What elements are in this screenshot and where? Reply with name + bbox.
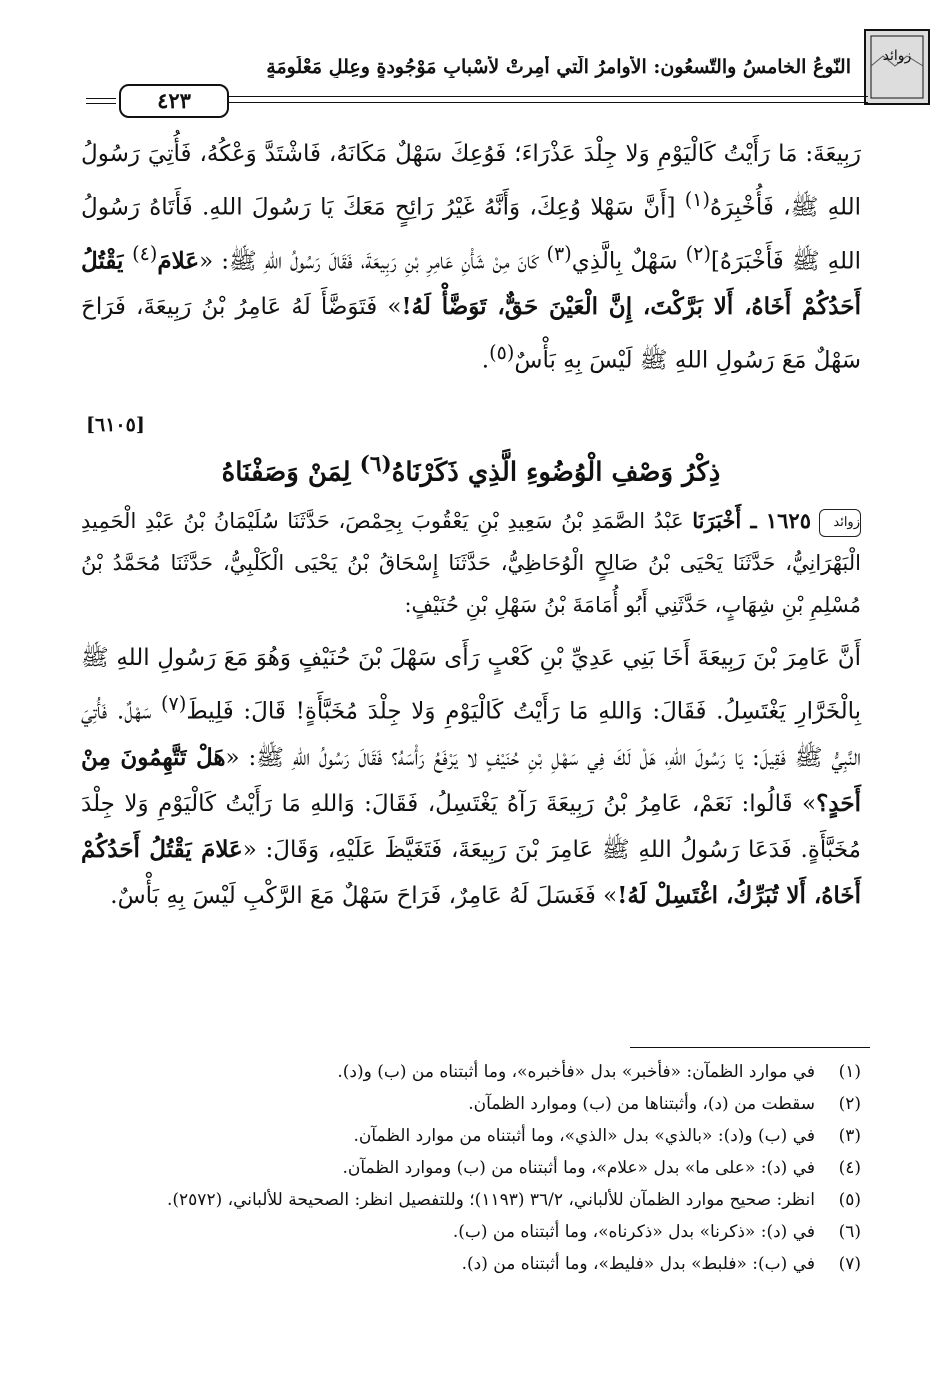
- footnote-ref-2: (٢): [685, 241, 711, 265]
- text: » فَتَوَضَّأَ لَهُ عَامِرُ بْنُ رَبِيعَةَ، فَرَاحَ سَهْلٌ مَعَ رَسُولِ اللهِ ﷺ لَيْسَ بِهِ بَأْسٌ: [81, 294, 861, 374]
- hadith-isnad: [81, 500, 861, 626]
- footnote-text: في (د): «على ما» بدل «علام»، وما أثبتناه من (ب) وموارد الظمآن.: [342, 1158, 815, 1178]
- footnote-separator: [630, 1047, 870, 1048]
- akhbarana: ـ أَخْبَرَنَا: [692, 508, 766, 533]
- section-title-text-2: لِمَنْ وَصَفْنَاهُ: [221, 457, 360, 488]
- header-rule-right-2: [228, 102, 868, 103]
- isnad-text: عَبْدُ الصَّمَدِ بْنُ سَعِيدِ بْنِ يَعْقُوبَ بِحِمْصَ، حَدَّثَنَا سُلَيْمَانُ بْنُ عَبْدِ الْحَمِيدِ الْبَهْرَانِيُّ، حَدَّثَنَا يَحْيَى بْنُ صَالِحٍ الْوُحَاظِيُّ، حَدَّثَنَا إِسْحَاقُ بْنُ يَحْيَى الْكَلْبِيُّ، حَدَّثَنَا مُحَمَّدُ بْنُ مُسْلِمِ بْنِ شِهَابٍ، حَدَّثَنِي أَبُو أُمَامَةَ بْنُ سَهْلِ بْنِ حُنَيْفٍ:: [81, 509, 861, 617]
- text: [أَنَّ سَهْلا وُعِكَ، وَأَنَّهُ غَيْرُ رَائِحٍ مَعَكَ يَا رَسُولَ اللهِ. فَأَتَاهُ رَسُولُ اللهِ ﷺ فَأَخْبَرَهُ]: [81, 194, 862, 275]
- prophetic-speech: عَلامَ: [157, 247, 200, 275]
- footnote-ref-4: (٤): [132, 241, 158, 265]
- footnote: [71, 1184, 861, 1216]
- paragraph-continuation: [81, 132, 861, 384]
- footnote-number: (١): [838, 1062, 861, 1082]
- footnote-text: في (ب): «فلبط» بدل «فليط»، وما أثبتناه من (د).: [461, 1254, 815, 1274]
- footnote: [71, 1248, 861, 1280]
- prophetic-speech: هَلْ تَتَّهِمُونَ مِنْ أَحَدٍ؟: [81, 743, 861, 817]
- zawaid-ornament-icon: [861, 26, 933, 108]
- zawaid-badge-icon: زوائد: [819, 509, 861, 537]
- footnote-number: (٤): [838, 1158, 861, 1178]
- footnote-ref-6: (٦): [359, 452, 392, 477]
- footnote-number: (٢): [838, 1094, 861, 1114]
- footnote: [71, 1120, 861, 1152]
- footnote-ref-7: (٧): [161, 692, 187, 715]
- text: » قَالُوا: نَعَمْ، عَامِرُ بْنُ رَبِيعَةَ رَآهُ يَغْتَسِلُ، فَقَالَ: وَاللهِ مَا رَأَيْتُ كَالْيَوْمِ وَلا جِلْدَ مُخَبَّأَةٍ. فَدَعَا رَسُولُ اللهِ ﷺ عَامِرَ بْنَ رَبِيعَةَ، فَتَغَيَّظَ عَلَيْهِ، وَقَالَ: «: [81, 790, 861, 863]
- text: سَهْلٌ. فَأُتِيَ النَّبِيُّ ﷺ فَقِيلَ: يَا رَسُولَ اللهِ، هَلْ لَكَ فِي سَهْلِ بْنِ حُنَيْفٍ لا يَرْفَعُ رَأْسَهُ؟ فَقَالَ رَسُولُ اللهِ ﷺ: «: [81, 698, 861, 771]
- section-title-text: ذِكْرُ وَصْفِ الْوُضُوءِ الَّذِي ذَكَرْنَاهُ: [391, 457, 721, 488]
- footnote-number: (٦): [838, 1222, 861, 1242]
- footnote-number: (٥): [838, 1190, 861, 1210]
- text: سَهْلٌ بِالَّذِي: [571, 248, 686, 275]
- page-number: ٤٢٣: [119, 84, 229, 118]
- footnote: [71, 1056, 861, 1088]
- footnote: [71, 1152, 861, 1184]
- footnote-ref-5: (٥): [489, 341, 515, 365]
- footnote-text: سقطت من (د)، وأثبتناها من (ب) وموارد الظمآن.: [468, 1094, 815, 1114]
- prophetic-speech: يَقْتُلُ أَحَدُكُمْ أَخَاهُ، أَلا بَرَّكْتَ، إِنَّ الْعَيْنَ حَقٌّ، تَوَضَّأْ لَهُ!: [81, 247, 861, 321]
- footnote-text: في (ب) و(د): «بالذي» بدل «الذي»، وما أثبتناه من موارد الظمآن.: [353, 1126, 815, 1146]
- prophetic-speech: عَلامَ يَقْتُلُ أَحَدُكُمْ أَخَاهُ، أَلا تُبَرِّكُ، اغْتَسِلْ لَهُ!: [81, 835, 861, 909]
- section-title: [81, 452, 861, 488]
- hadith-reference-number: [٦١٠٥]: [86, 414, 145, 436]
- header-rule-right: [228, 96, 868, 97]
- header-rule-left-2: [86, 103, 116, 104]
- hadith-matn: [81, 636, 861, 919]
- footnote-text: في (د): «ذكرنا» بدل «ذكرناه»، وما أثبتناه من (ب).: [452, 1222, 815, 1242]
- footnote: [71, 1088, 861, 1120]
- text: .: [481, 347, 490, 374]
- footnote: [71, 1216, 861, 1248]
- hadith-number: ١٦٢٥: [765, 508, 811, 533]
- text: » فَغَسَلَ لَهُ عَامِرٌ، فَرَاحَ سَهْلٌ مَعَ الرَّكْبِ لَيْسَ بِهِ بَأْسٌ.: [110, 882, 618, 909]
- footnote-ref-1: (١): [684, 188, 710, 211]
- footnote-text: انظر: صحيح موارد الظمآن للألباني، ٣٦/٢ (١١٩٣)؛ وللتفصيل انظر: الصحيحة للألباني، (٢٥٧٢).: [167, 1190, 815, 1210]
- footnote-number: (٧): [838, 1254, 861, 1274]
- text: أَنَّ عَامِرَ بْنَ رَبِيعَةَ أَخَا بَنِي عَدِيِّ بْنِ كَعْبٍ رَأَى سَهْلَ بْنَ حُنَيْفٍ وَهُوَ مَعَ رَسُولِ اللهِ ﷺ بِالْخَرَّارِ يَغْتَسِلُ. فَقَالَ: وَاللهِ مَا رَأَيْتُ كَالْيَوْمِ وَلا جِلْدَ مُخَبَّأَةٍ! قَالَ: فَلِيطَ: [81, 645, 861, 725]
- text: كَانَ مِنْ شَأْنِ عَامِرِ بْنِ رَبِيعَةَ، فَقَالَ رَسُولُ اللهِ ﷺ: «: [199, 248, 547, 275]
- text: رَبِيعَةَ: مَا رَأَيْتُ كَالْيَوْمِ وَلا جِلْدَ عَذْرَاءَ؛ فَوُعِكَ سَهْلٌ مَكَانَهُ، فَاشْتَدَّ وَعْكُهُ، فَأُتِيَ رَسُولُ اللهِ ﷺ، فَأُخْبِرَهُ: [81, 141, 862, 221]
- footnotes: [71, 1056, 861, 1280]
- footnote-number: (٣): [838, 1126, 861, 1146]
- corner-mark: زوائد: [882, 48, 912, 64]
- running-header-title: النّوعُ الخامسُ والتّسعُون: الأوامرُ الّتي أُمِرتْ لأسْبابٍ مَوْجُودةٍ وعِللٍ مَعْلُومَةٍ: [266, 56, 851, 78]
- footnote-ref-3: (٣): [546, 241, 572, 265]
- footnote-text: في موارد الظمآن: «فأخبر» بدل «فأخبره»، وما أثبتناه من (ب) و(د).: [337, 1062, 815, 1082]
- header-rule-left: [86, 98, 116, 99]
